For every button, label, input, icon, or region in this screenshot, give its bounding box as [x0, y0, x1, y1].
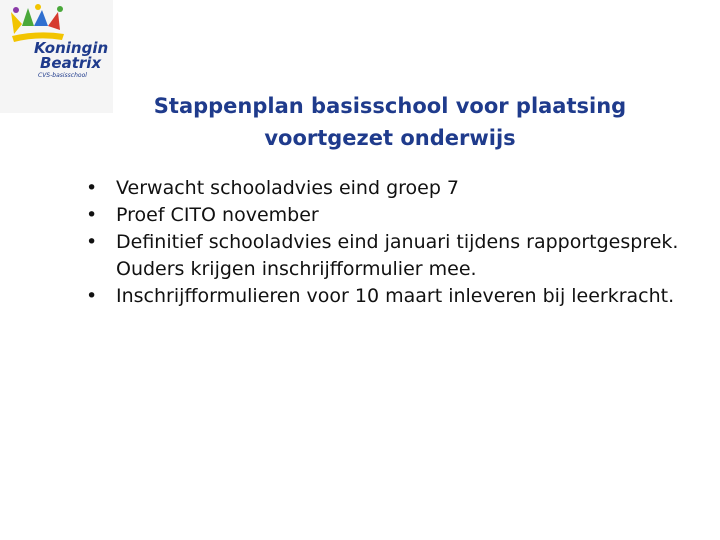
bullet-text: Definitief schooladvies eind januari tijdens rapportgesprek. Ouders krijgen inschrijfformulier mee.	[116, 231, 679, 280]
list-item	[86, 229, 696, 283]
list-item	[86, 283, 696, 310]
slide-title: Stappenplan basisschool voor plaatsing voortgezet onderwijs	[153, 94, 627, 150]
bullet-icon: •	[86, 177, 98, 199]
bullet-icon: •	[86, 231, 98, 253]
bullet-list	[86, 175, 696, 310]
logo-name-line2: Beatrix	[40, 54, 102, 72]
bullet-text: Verwacht schooladvies eind groep 7	[116, 177, 460, 199]
logo-name-line1: Koningin	[34, 39, 109, 57]
logo-subtitle: CVS-basisschool	[38, 72, 87, 79]
bullet-icon: •	[86, 204, 98, 226]
bullet-text: Inschrijfformulieren voor 10 maart inleveren bij leerkracht.	[116, 285, 675, 307]
list-item	[86, 175, 696, 202]
school-logo	[0, 0, 113, 113]
list-item	[86, 202, 696, 229]
bullet-text: Proef CITO november	[116, 204, 319, 226]
bullet-icon: •	[86, 285, 98, 307]
